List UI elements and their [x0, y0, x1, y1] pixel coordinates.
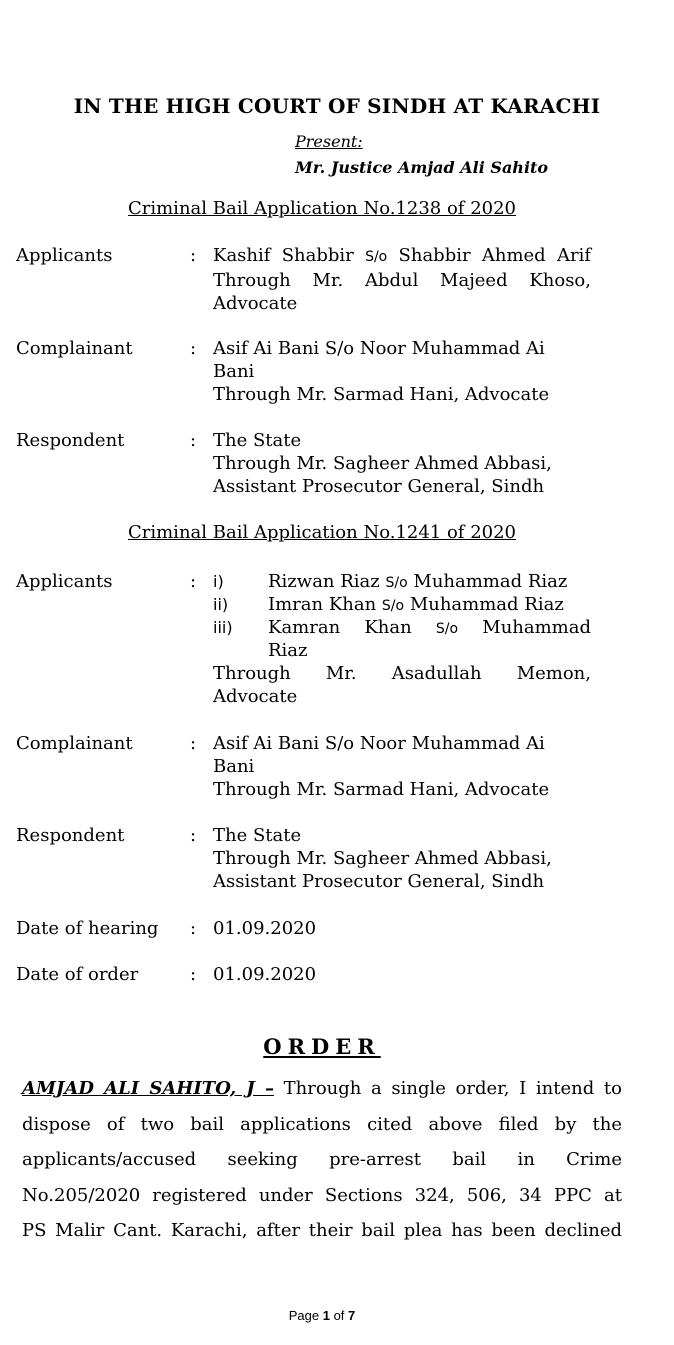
order-line: applicants/accused seeking pre-arrest bail in Crime — [22, 1149, 622, 1170]
colon: : — [190, 430, 197, 451]
order-line: No.205/2020 registered under Sections 324, 506, 34 PPC at — [22, 1184, 622, 1206]
applicant-name: Rizwan Riaz S/o Muhammad Riaz — [268, 571, 568, 592]
court-title: IN THE HIGH COURT OF SINDH AT KARACHI — [73, 94, 601, 118]
party-detail — [213, 732, 591, 801]
role-label: Applicants — [16, 245, 113, 266]
date-of-order-label: Date of order — [16, 964, 139, 985]
colon: : — [190, 733, 197, 754]
counsel-line: Through Mr. Sagheer Ahmed Abbasi, — [213, 453, 552, 474]
order-body — [22, 1071, 622, 1249]
counsel-line: Through Mr. Sagheer Ahmed Abbasi, — [213, 848, 552, 869]
date-of-hearing-value: 01.09.2020 — [213, 918, 317, 939]
colon: : — [190, 245, 197, 266]
role-label: Applicants — [16, 571, 113, 592]
colon: : — [190, 571, 197, 592]
item-number: i) — [213, 572, 224, 591]
counsel-line: Through Mr. Sarmad Hani, Advocate — [213, 779, 550, 800]
date-of-order-value: 01.09.2020 — [213, 964, 317, 985]
present-label: Present: — [295, 132, 363, 151]
colon: : — [190, 918, 197, 939]
applicant-name: Kamran Khan S/o Muhammad — [268, 617, 591, 638]
case-title-1241: Criminal Bail Application No.1241 of 2020 — [127, 522, 517, 543]
complainant-name-cont: Bani — [213, 756, 255, 777]
order-line: dispose of two bail applications cited above filed by the — [22, 1113, 622, 1135]
applicant-name-cont: Riaz — [268, 640, 308, 661]
respondent-name-line: The State — [213, 825, 302, 846]
applicant-name-line: Kashif Shabbir S/o Shabbir Ahmed Arif — [213, 245, 591, 266]
counsel-line: Through Mr. Asadullah Memon, — [213, 663, 591, 684]
complainant-name-cont: Bani — [213, 361, 255, 382]
item-number: iii) — [213, 618, 233, 637]
applicant-item — [213, 593, 591, 616]
complainant-name-line: Asif Ai Bani S/o Noor Muhammad Ai — [213, 733, 545, 754]
party-detail — [213, 824, 591, 893]
role-label: Respondent — [16, 825, 125, 846]
case-title-1238: Criminal Bail Application No.1238 of 2020 — [127, 198, 517, 219]
counsel-line: Through Mr. Abdul Majeed Khoso, — [213, 270, 591, 291]
role-label: Complainant — [16, 338, 133, 359]
applicant-name: Imran Khan S/o Muhammad Riaz — [268, 594, 564, 615]
page-number: Page 1 of 7 — [288, 1308, 356, 1323]
colon: : — [190, 964, 197, 985]
counsel-title-line: Advocate — [213, 686, 298, 707]
party-detail — [213, 337, 591, 406]
colon: : — [190, 338, 197, 359]
role-label: Complainant — [16, 733, 133, 754]
applicant-item — [213, 570, 591, 593]
counsel-title-line: Assistant Prosecutor General, Sindh — [213, 871, 545, 892]
item-number: ii) — [213, 595, 229, 614]
role-label: Respondent — [16, 430, 125, 451]
counsel-line: Through Mr. Sarmad Hani, Advocate — [213, 384, 550, 405]
order-line: AMJAD ALI SAHITO, J – Through a single order, I intend to — [22, 1078, 622, 1099]
counsel-title-line: Advocate — [213, 293, 298, 314]
party-detail — [213, 570, 591, 708]
order-heading: ORDER — [263, 1034, 381, 1059]
counsel-title-line: Assistant Prosecutor General, Sindh — [213, 476, 545, 497]
applicant-item — [213, 616, 591, 639]
date-of-hearing-label: Date of hearing — [16, 918, 159, 939]
party-detail — [213, 244, 591, 315]
respondent-name-line: The State — [213, 430, 302, 451]
party-detail — [213, 429, 591, 498]
justice-name: Mr. Justice Amjad Ali Sahito — [295, 158, 549, 177]
judge-name: AMJAD ALI SAHITO, J – — [22, 1078, 274, 1099]
colon: : — [190, 825, 197, 846]
order-line: PS Malir Cant. Karachi, after their bail plea has been declined — [22, 1220, 622, 1241]
complainant-name-line: Asif Ai Bani S/o Noor Muhammad Ai — [213, 338, 545, 359]
